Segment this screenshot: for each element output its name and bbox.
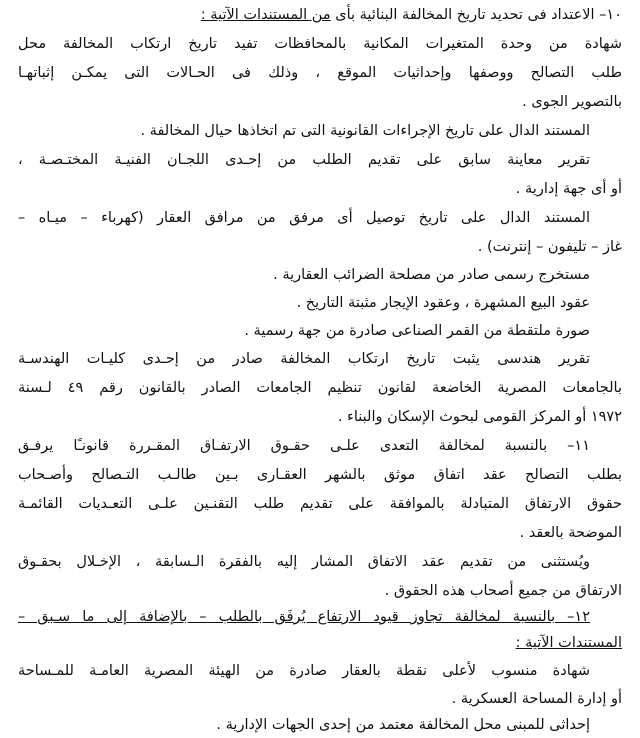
paragraph-line: تقرير هندسى يثبت تاريخ ارتكاب المخالفة صادر من إحـدى كليـات الهندسـة [18, 351, 590, 367]
item-10-heading [201, 2, 622, 28]
item-11-line: ١١– بالنسبة لمخالفة التعدى علـى حقـوق الارتفـاق المقـررة قانونـًا يرفـق [18, 438, 590, 454]
paragraph-line: المستند الدال على تاريخ توصيل أى مرفق من مرافق العقار (كهرباء – ميـاه – [18, 210, 590, 226]
item-12-line-continued [516, 630, 622, 656]
paragraph-line-cut-off: إحداثى للمبنى محل المخالفة معتمد من إحدى الجهات الإدارية . [216, 717, 590, 733]
paragraph-line: صورة ملتقطة من القمر الصناعى صادرة من جهة رسمية . [244, 323, 590, 339]
paragraph-line: طلب التصالح ووصفها وإحداثيات الموقع ، وذلك فى الحـالات التى يمكـن إثباتهـا [18, 65, 622, 81]
paragraph-line: أو أى جهة إدارية . [515, 181, 622, 197]
paragraph-line: شهادة من وحدة المتغيرات المكانية بالمحافظات تفيد تاريخ ارتكاب المخالفة محل [18, 36, 622, 52]
paragraph-line: الارتفاق من جميع أصحاب هذه الحقوق . [384, 583, 622, 599]
paragraph-line: بالتصوير الجوى . [522, 94, 622, 110]
paragraph-line: بطلب التصالح عقد اتفاق موثق بالشهر العقـارى بـين طالـب التـصالح وأصـحاب [18, 467, 622, 483]
paragraph-line: حقوق الارتفاق المتبادلة بالموافقة على تقديم طلب التقنـين علـى التعـديات القائمـة [18, 496, 622, 512]
item-10-heading-text: ١٠– الاعتداد فى تحديد تاريخ المخالفة البنائية بأى [330, 7, 622, 23]
paragraph-line: الموضحة بالعقد . [519, 525, 622, 541]
paragraph-line: أو إدارة المساحة العسكرية . [451, 691, 622, 707]
paragraph-line: عقود البيع المشهرة ، وعقود الإيجار مثبتة التاريخ . [296, 295, 590, 311]
item-10-heading-underlined: من المستندات الآتية : [200, 7, 331, 23]
paragraph-line: غاز – تليفون – إنترنت) . [477, 239, 622, 255]
item-12-line [18, 604, 590, 630]
paragraph-line: ويُستثنى من تقديم عقد الاتفاق المشار إليه بالفقرة الـسابقة ، الإخـلال بحقـوق [18, 554, 590, 570]
item-12-line-continued-text: المستندات الآتية : [515, 635, 622, 651]
paragraph-line: مستخرج رسمى صادر من مصلحة الضرائب العقارية . [273, 267, 590, 283]
paragraph-line: تقرير معاينة سابق على تقديم الطلب من إحـدى اللجـان الفنيـة المختـصـة ، [18, 152, 590, 168]
paragraph-line: بالجامعات المصرية الخاضعة لقانون تنظيم الجامعات الصادر بالقانون رقم ٤٩ لـسنة [18, 380, 622, 396]
paragraph-line: شهادة منسوب لأعلى نقطة بالعقار صادرة من الهيئة المصرية العامـة للمـساحة [18, 663, 590, 679]
item-12-line-text: ١٢– بالنسبة لمخالفة تجاوز قيود الارتفاع يُرفَق بالطلب – بالإضافة إلى ما سـبق – [18, 609, 590, 625]
paragraph-line: ١٩٧٢ أو المركز القومى لبحوث الإسكان والبناء . [337, 409, 622, 425]
paragraph-line: المستند الدال على تاريخ الإجراءات القانونية التى تم اتخاذها حيال المخالفة . [140, 123, 590, 139]
